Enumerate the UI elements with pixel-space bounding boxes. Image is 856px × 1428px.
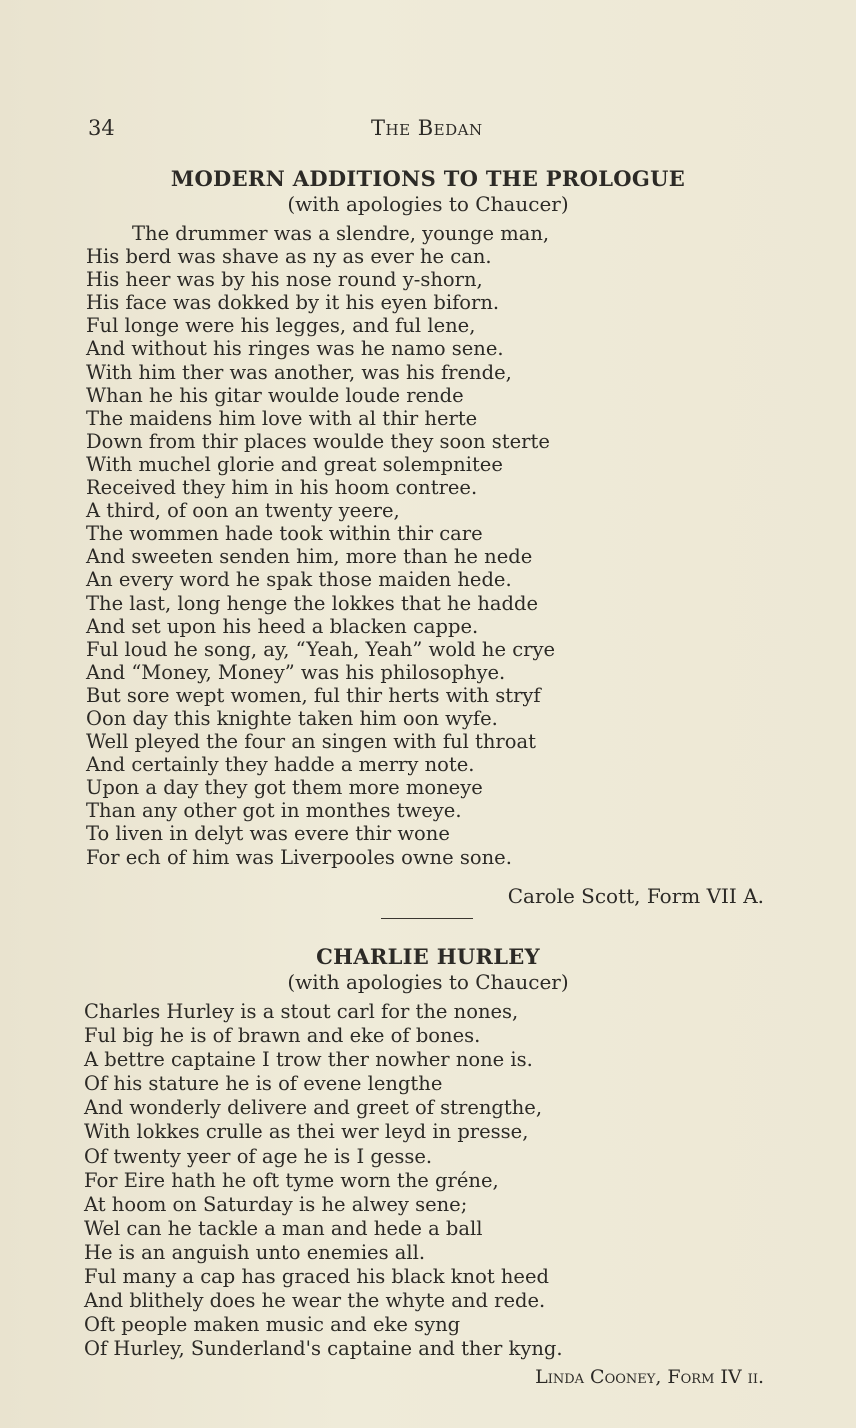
section1-credit: Carole Scott, Form VII A.	[507, 884, 764, 908]
poem-line: Received they him in his hoom contree.	[86, 476, 478, 500]
section-divider	[381, 918, 473, 919]
section2-credit: Linda Cooney, Form IV ii.	[535, 1366, 764, 1388]
poem-line: Well pleyed the four an singen with ful throat	[86, 730, 536, 754]
poem-line: Upon a day they got them more moneye	[86, 776, 483, 800]
page-number: 34	[88, 116, 115, 140]
poem-line: A third, of oon an twenty yeere,	[86, 499, 400, 523]
poem-line: And blithely does he wear the whyte and rede.	[84, 1289, 546, 1313]
poem-line: But sore wept women, ful thir herts with stryf	[86, 683, 541, 707]
poem-line: His heer was by his nose round y-shorn,	[86, 268, 483, 292]
poem-line: Ful longe were his legges, and ful lene,	[86, 314, 476, 338]
poem-line: And “Money, Money” was his philosophye.	[86, 660, 506, 684]
poem-line: And wonderly delivere and greet of strengthe,	[84, 1096, 543, 1120]
poem-line: And without his ringes was he namo sene.	[86, 337, 504, 361]
poem-line: And certainly they hadde a merry note.	[86, 753, 475, 777]
poem-line: And set upon his heed a blacken cappe.	[86, 614, 479, 638]
poem-line: To liven in delyt was evere thir wone	[86, 822, 450, 846]
poem-line: Down from thir places woulde they soon sterte	[86, 429, 550, 453]
poem-line: His berd was shave as ny as ever he can.	[86, 245, 492, 269]
section2-title: CHARLIE HURLEY	[316, 944, 540, 969]
poem-line: He is an anguish unto enemies all.	[84, 1240, 426, 1264]
poem-line: A bettre captaine I trow ther nowher none is.	[84, 1048, 533, 1072]
poem-line: With muchel glorie and great solempnitee	[86, 452, 503, 476]
poem-line: His face was dokked by it his eyen biforn.	[86, 291, 500, 315]
poem-line: Than any other got in monthes tweye.	[86, 799, 462, 823]
poem-line: Whan he his gitar woulde loude rende	[86, 383, 464, 407]
poem-line: Ful big he is of brawn and eke of bones.	[84, 1024, 481, 1048]
poem-line: An every word he spak those maiden hede.	[86, 568, 512, 592]
running-head: The Bedan	[371, 116, 483, 140]
poem-line: At hoom on Saturday is he alwey sene;	[84, 1192, 468, 1216]
section1-poem	[86, 222, 806, 869]
poem-line: Of his stature he is of evene lengthe	[84, 1072, 443, 1096]
poem-line: For ech of him was Liverpooles owne sone.	[86, 845, 512, 869]
section2-poem	[84, 1000, 804, 1361]
poem-line: Of twenty yeer of age he is I gesse.	[84, 1144, 433, 1168]
poem-line: With lokkes crulle as thei wer leyd in presse,	[84, 1120, 529, 1144]
page-header	[88, 116, 768, 146]
poem-line: Wel can he tackle a man and hede a ball	[84, 1216, 483, 1240]
poem-line: For Eire hath he oft tyme worn the gréne,	[84, 1168, 499, 1192]
poem-line: Charles Hurley is a stout carl for the nones,	[84, 1000, 519, 1023]
poem-line: The drummer was a slendre, younge man,	[132, 222, 550, 245]
poem-line: Ful many a cap has graced his black knot heed	[84, 1265, 549, 1289]
section1-title: MODERN ADDITIONS TO THE PROLOGUE	[170, 166, 686, 191]
section2-subtitle: (with apologies to Chaucer)	[287, 970, 569, 994]
poem-line: The last, long henge the lokkes that he hadde	[86, 591, 539, 615]
poem-line: Of Hurley, Sunderland's captaine and ther kyng.	[84, 1337, 563, 1361]
poem-line: With him ther was another, was his frende,	[86, 360, 512, 384]
poem-line: Ful loud he song, ay, “Yeah, Yeah” wold he crye	[86, 637, 555, 661]
poem-line: The wommen hade took within thir care	[86, 522, 483, 546]
poem-line: Oft people maken music and eke syng	[84, 1313, 461, 1337]
poem-line: Oon day this knighte taken him oon wyfe.	[86, 706, 498, 730]
poem-line: And sweeten senden him, more than he nede	[86, 545, 533, 569]
section1-subtitle: (with apologies to Chaucer)	[287, 192, 569, 216]
poem-line: The maidens him love with al thir herte	[86, 406, 478, 430]
